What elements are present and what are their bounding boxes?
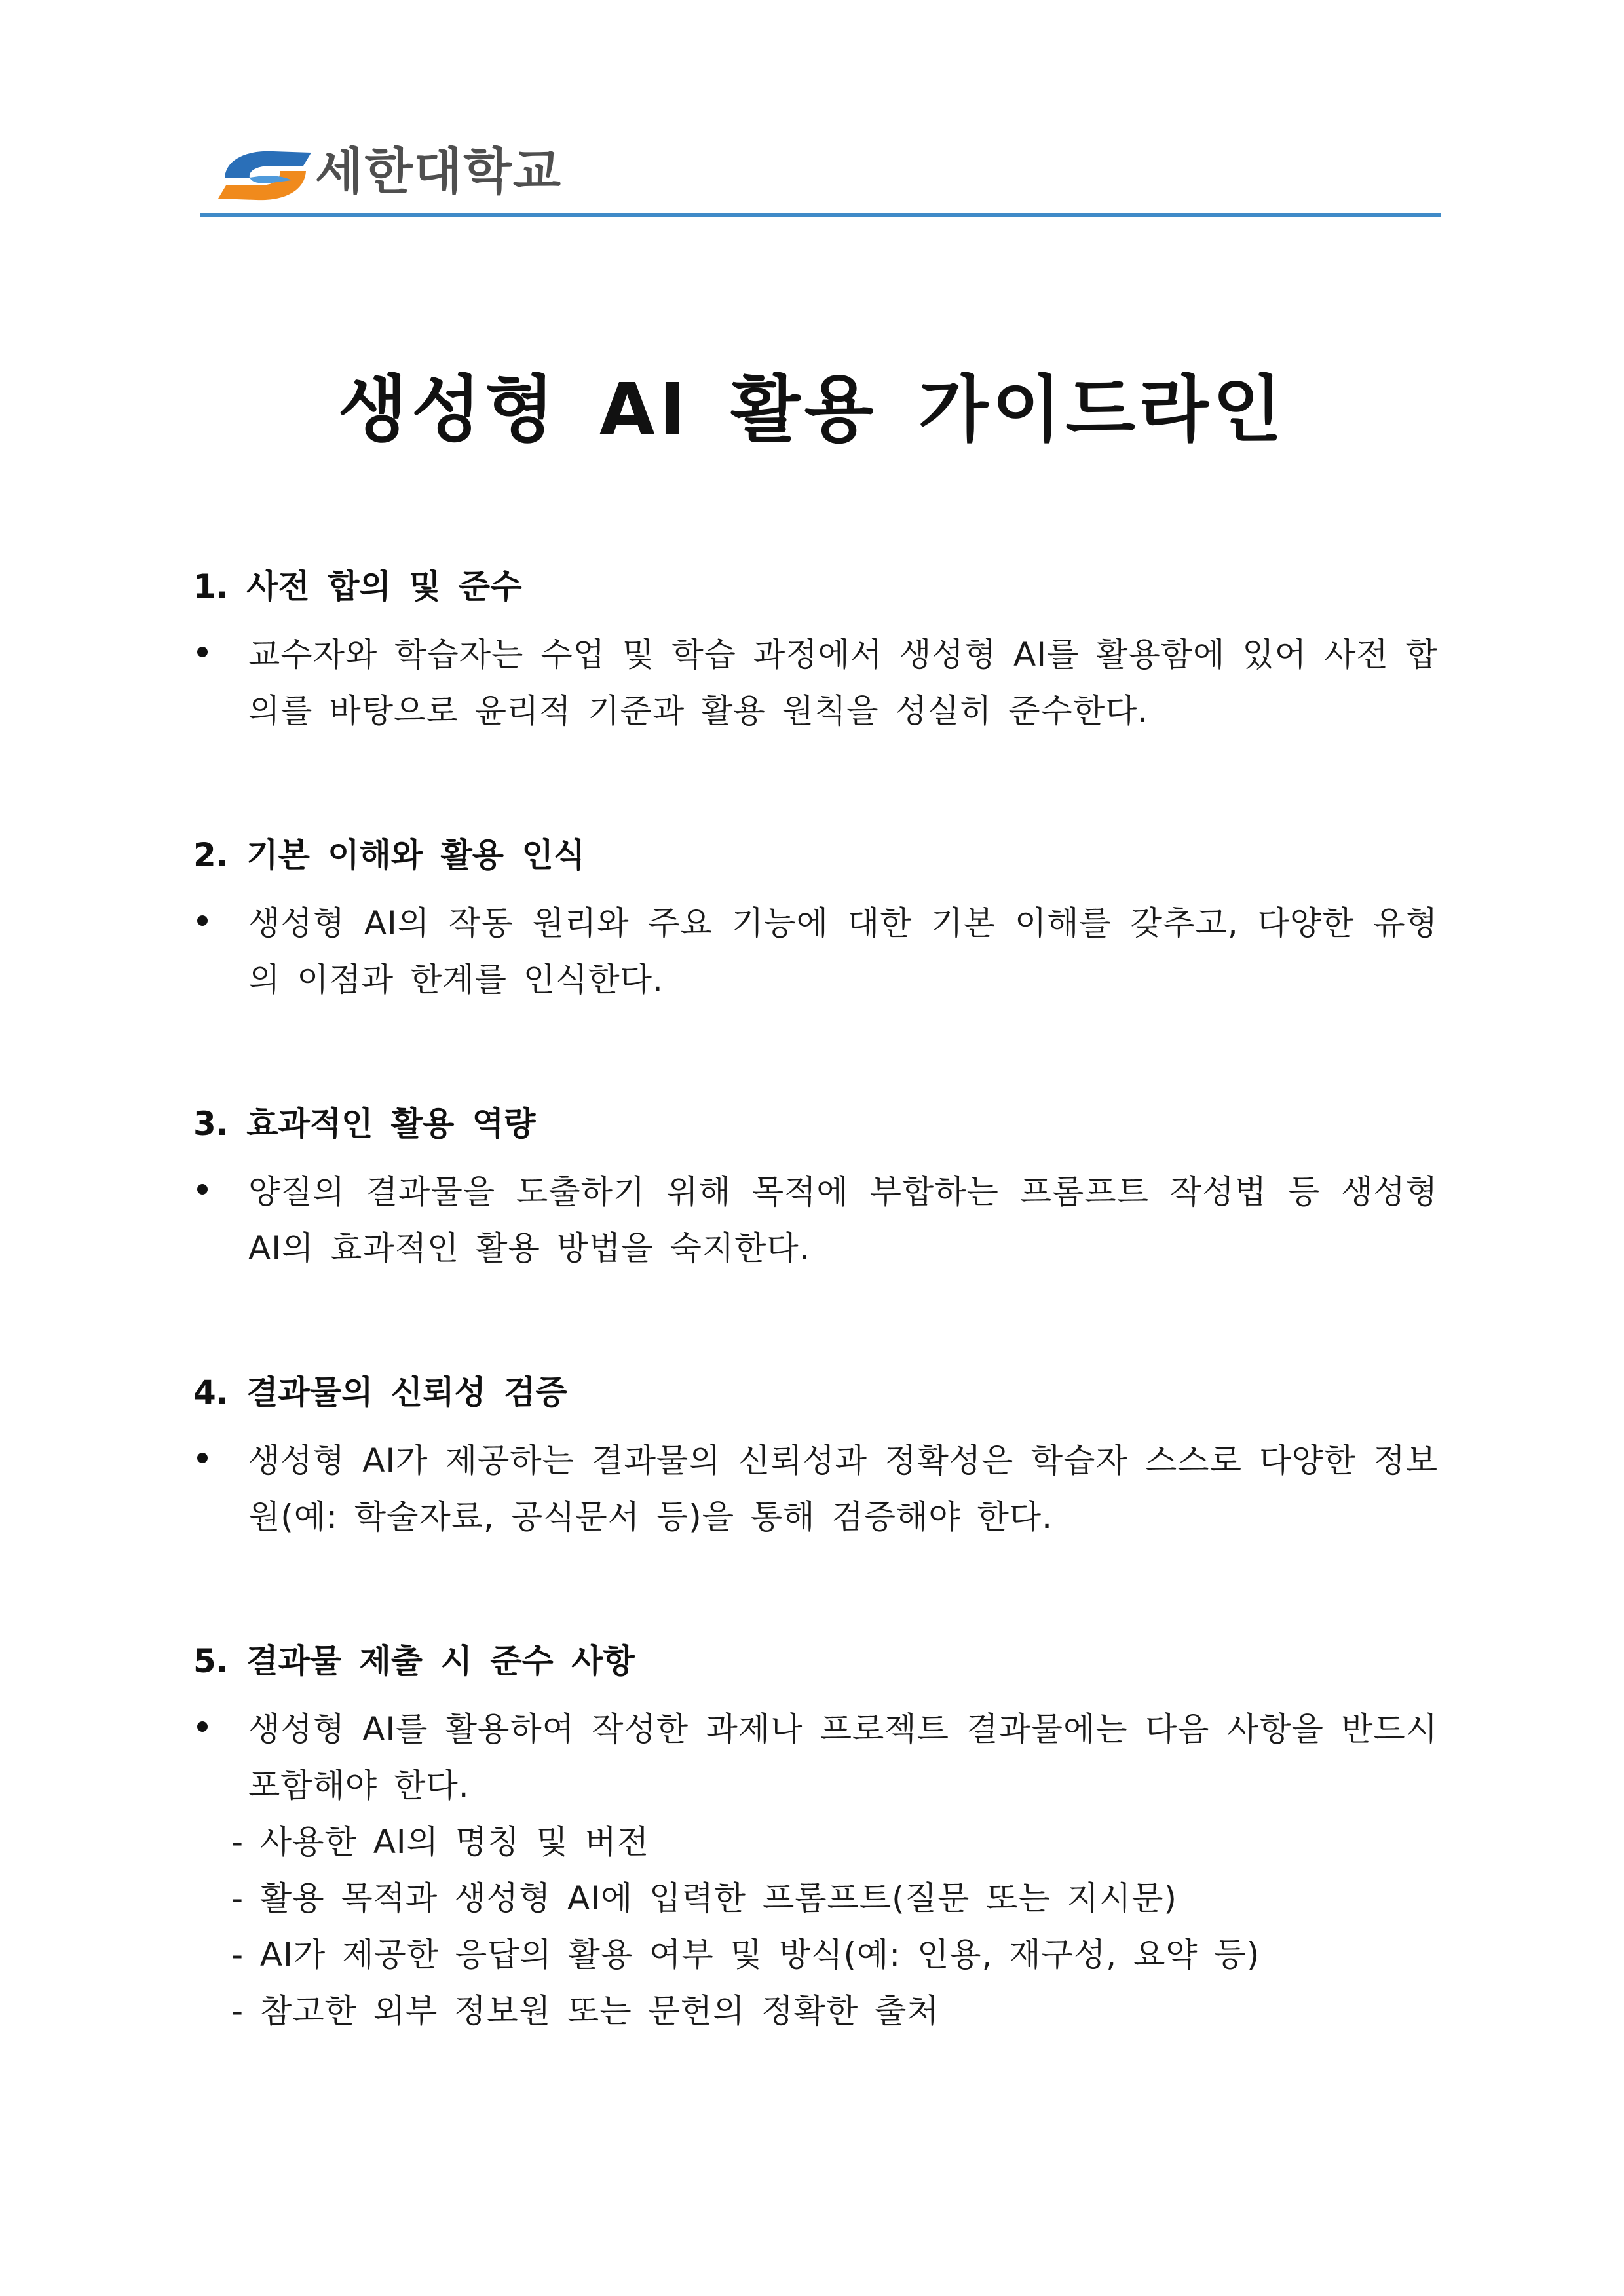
section-2 (193, 832, 1438, 1008)
bullet-item (193, 1164, 1438, 1276)
university-name: 세한대학교 (315, 142, 563, 201)
section-heading: 4. 결과물의 신뢰성 검증 (193, 1373, 567, 1411)
bullet-icon (197, 1721, 208, 1732)
section-heading: 1. 사전 합의 및 준수 (193, 567, 522, 605)
header (200, 128, 1441, 220)
bullet-text: 생성형 AI를 활용하여 작성한 과제나 프로젝트 결과물에는 다음 사항을 반드시 포함해야 한다. (248, 1710, 1438, 1805)
header-divider (200, 213, 1441, 217)
section-3 (193, 1101, 1438, 1276)
section-1 (193, 564, 1438, 739)
section-heading: 3. 효과적인 활용 역량 (193, 1105, 536, 1143)
section-4 (193, 1369, 1438, 1545)
bullet-icon (197, 647, 208, 657)
bullet-item (193, 895, 1438, 1008)
bullet-icon (197, 915, 208, 926)
sub-item: - 활용 목적과 생성형 AI에 입력한 프롬프트(질문 또는 지시문) (231, 1879, 1178, 1917)
section-heading: 5. 결과물 제출 시 준수 사항 (193, 1642, 635, 1680)
bullet-icon (197, 1184, 208, 1195)
bullet-item (193, 626, 1438, 739)
sub-item-list (193, 1814, 1438, 2039)
bullet-text: 교수자와 학습자는 수업 및 학습 과정에서 생성형 AI를 활용함에 있어 사전 합의를 바탕으로 윤리적 기준과 활용 원칙을 성실히 준수한다. (248, 636, 1438, 730)
bullet-item (193, 1701, 1438, 1814)
bullet-text: 양질의 결과물을 도출하기 위해 목적에 부합하는 프롬프트 작성법 등 생성형 AI의 효과적인 활용 방법을 숙지한다. (248, 1173, 1438, 1267)
page-title: 생성형 AI 활용 가이드라인 (337, 368, 1287, 451)
sub-item: - AI가 제공한 응답의 활용 여부 및 방식(예: 인용, 재구성, 요약 등) (231, 1936, 1260, 1974)
bullet-icon (197, 1453, 208, 1463)
bullet-item (193, 1432, 1438, 1545)
bullet-text: 생성형 AI가 제공하는 결과물의 신뢰성과 정확성은 학습자 스스로 다양한 정보원(예: 학술자료, 공식문서 등)을 통해 검증해야 한다. (248, 1442, 1438, 1536)
university-logo-icon (213, 137, 318, 214)
bullet-text: 생성형 AI의 작동 원리와 주요 기능에 대한 기본 이해를 갖추고, 다양한 유형의 이점과 한계를 인식한다. (248, 904, 1438, 999)
section-heading: 2. 기본 이해와 활용 인식 (193, 836, 586, 874)
section-5 (193, 1638, 1438, 2039)
sub-item: - 참고한 외부 정보원 또는 문헌의 정확한 출처 (231, 1992, 939, 2030)
sub-item: - 사용한 AI의 명칭 및 버전 (231, 1823, 650, 1861)
